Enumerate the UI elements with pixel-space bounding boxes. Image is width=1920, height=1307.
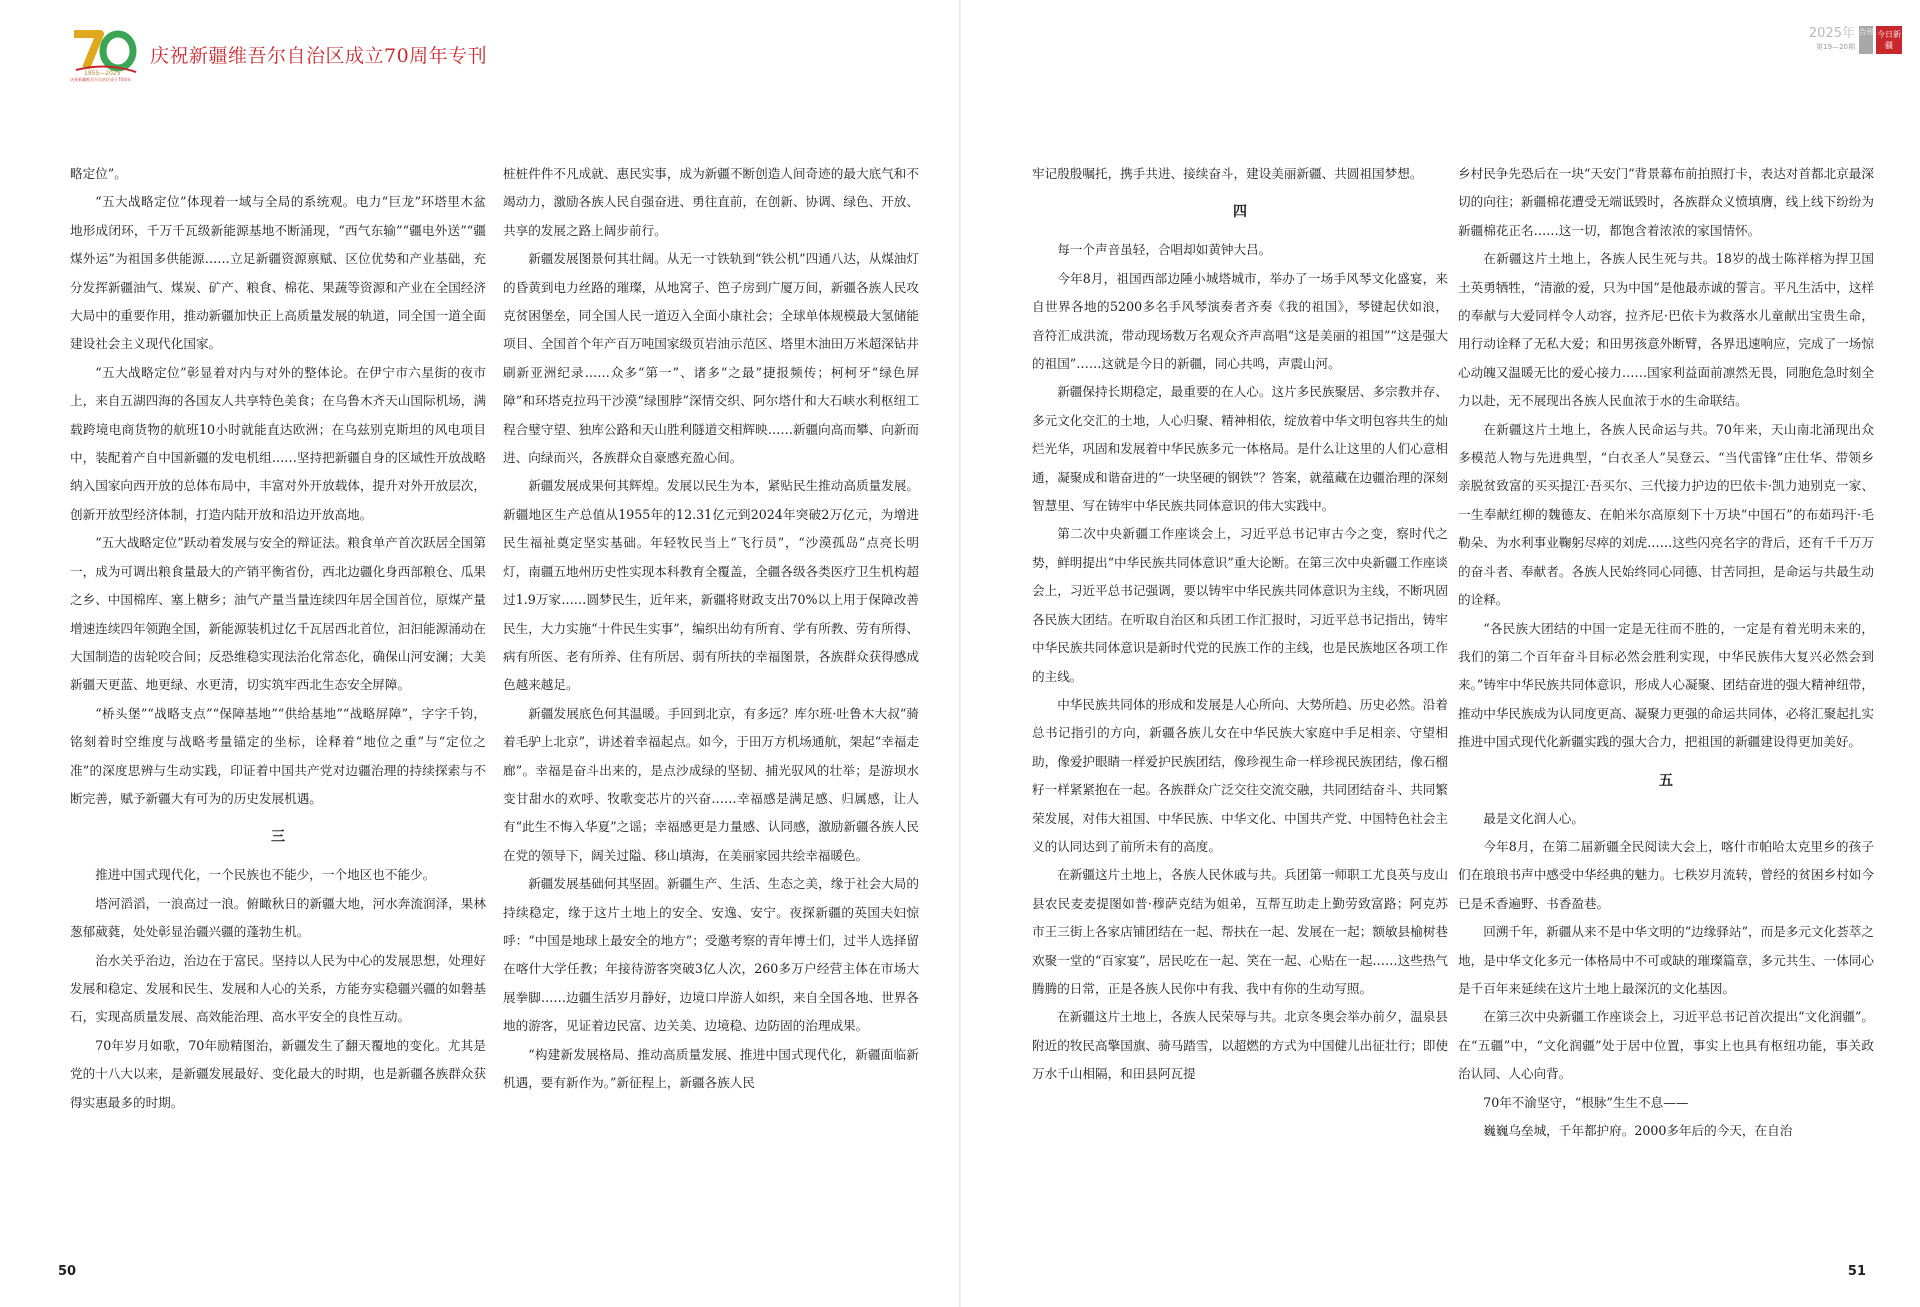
paragraph: “桥头堡”“战略支点”“保障基地”“供给基地”“战略屏障”，字字千钧，铭刻着时空维度与战略考量锚定的坐标，诠释着“地位之重”与“定位之准”的深度思辨与生动实践，印证着中国共产党对边疆治理的持续探索与不断完善，赋予新疆大有可为的历史发展机遇。 — [70, 705, 486, 806]
issue-year: 2025年 — [1808, 26, 1855, 41]
paragraph: 在新疆这片土地上，各族人民荣辱与共。北京冬奥会举办前夕，温泉县附近的牧民高擎国旗、骑马踏雪，以超燃的方式为中国健儿出征壮行；即使万水千山相隔，和田县阿瓦提 — [1032, 1009, 1448, 1082]
paragraph: “五大战略定位”体现着一域与全局的系统观。电力“巨龙”环塔里木盆地形成闭环，千万千瓦级新能源基地不断涌现，“西气东输”“疆电外送”“疆煤外运”为祖国多供能源……立足新疆资源禀赋、区位优势和产业基础，充分发挥新疆油气、煤炭、矿产、粮食、棉花、果蔬等资源和产业在全国经济大局中的重要作用，推动新疆加快正上高质量发展的轨道，同全国一道全面建设社会主义现代化国家。 — [70, 194, 486, 352]
paragraph: 牢记殷殷嘱托，携手共进、接续奋斗，建设美丽新疆、共圆祖国梦想。 — [1032, 166, 1423, 181]
logo-caption: 庆祝新疆维吾尔自治区成立70周年 — [70, 77, 132, 82]
paragraph: 推进中国式现代化，一个民族也不能少，一个地区也不能少。 — [95, 867, 436, 883]
logo-70-icon — [70, 26, 142, 76]
masthead-right — [1809, 26, 1902, 54]
paragraph: 新疆发展基础何其坚固。新疆生产、生活、生态之美，缘于社会大局的持续稳定，缘于这片土地上的安全、安逸、安宁。夜探新疆的英国夫妇惊呼：“中国是地球上最安全的地方”；受邀考察的青年博士们，过半人选择留在喀什大学任教；年接待游客突破3亿人次，260多万户经营主体在市场大展拳脚……边疆生活岁月静好，边境口岸游人如织，来自全国各地、世界各地的游客，见证着边民富、边关美、边境稳、边防固的治理成果。 — [503, 876, 919, 1034]
paragraph: 在新疆这片土地上，各族人民生死与共。18岁的战士陈祥榕为捍卫国土英勇牺牲，“清澈的爱，只为中国”是他最赤诚的誓言。平凡生活中，这样的奉献与大爱同样令人动容，拉齐尼·巴依卡为救落水儿童献出宝贵生命，用行动诠释了无私大爱；和田男孩意外断臂，各界迅速响应，完成了一场惊心动魄又温暖无比的爱心接力……国家利益面前凛然无畏，同胞危急时刻全力以赴，无不展现出各族人民血浓于水的生命联结。 — [1458, 251, 1874, 409]
page-gutter — [959, 0, 961, 1307]
paragraph: 治水关乎治边，治边在于富民。坚持以人民为中心的发展思想，处理好发展和稳定、发展和民生、发展和人心的关系，方能夯实稳疆兴疆的如磐基石，实现高质量发展、高效能治理、高水平安全的良性互动。 — [70, 952, 486, 1025]
section-heading: 四 — [1233, 204, 1247, 221]
logo-years: 1955—2025 — [84, 70, 121, 77]
paragraph: 70年岁月如歌，70年励精图治，新疆发生了翻天覆地的变化。尤其是党的十八大以来，是新疆发展最好、变化最大的时期，也是新疆各族群众获得实惠最多的时期。 — [70, 1037, 486, 1110]
text-column-2 — [503, 160, 919, 1097]
paragraph: 在第三次中央新疆工作座谈会上，习近平总书记首次提出“文化润疆”。在“五疆”中，“文化润疆”处于居中位置，事实上也具有枢纽功能，事关政治认同、人心向背。 — [1458, 1009, 1874, 1082]
issue-info — [1809, 26, 1855, 52]
paragraph: 巍巍乌垒城，千年都护府。2000多年后的今天，在自治 — [1483, 1123, 1793, 1138]
paragraph: 新疆发展底色何其温暖。手回到北京，有多远？库尔班·吐鲁木大叔“骑着毛驴上北京”，讲述着幸福起点。如今，于田万方机场通航，架起“幸福走廊”。幸福是奋斗出来的，是点沙成绿的坚韧、捕光驭风的壮举；是游坝水变甘甜水的欢呼、牧歌变芯片的兴奋……幸福感是满足感、归属感，让人有“此生不悔入华夏”之谣；幸福感更是力量感、认同感，激励新疆各族人民在党的领导下，阔关过隘、移山填海，在美丽家园共绘幸福暖色。 — [503, 705, 919, 863]
page-number-right: 51 — [1847, 1264, 1866, 1279]
magazine-brand: 今日新疆 — [1876, 26, 1902, 54]
paragraph: “构建新发展格局、推动高质量发展、推进中国式现代化，新疆面临新机遇，要有新作为。”新征程上，新疆各族人民 — [503, 1046, 919, 1090]
paragraph: 略定位”。 — [70, 166, 127, 181]
text-column-1 — [70, 160, 486, 1117]
issue-number: 第19—20期 — [1816, 43, 1855, 51]
paragraph: 在新疆这片土地上，各族人民命运与共。70年来，天山南北涌现出众多模范人物与先进典型，“白衣圣人”吴登云、“当代雷锋”庄仕华、带领乡亲脱贫致富的买买提江·吾买尔、三代接力护边的巴依卡·凯力迪别克一家、一生奉献红柳的魏德友、在帕米尔高原刻下十万块“中国石”的布茹玛汗·毛勒朵、为水利事业鞠躬尽瘁的刘虎……这些闪亮名字的背后，还有千千万万的奋斗者、奉献者。各族人民始终同心同德、甘苦同担，是命运与共最生动的诠释。 — [1458, 421, 1874, 608]
paragraph: 新疆保持长期稳定，最重要的在人心。这片多民族聚居、多宗教并存、多元文化交汇的土地，人心归聚、精神相依，绽放着中华文明包容共生的灿烂光华，巩固和发展着中华民族多元一体格局。是什么让这里的人们心意相通，凝聚成和谐奋进的“一块坚硬的钢铁”？答案，就蕴藏在边疆治理的深刻智慧里、写在铸牢中华民族共同体意识的伟大实践中。 — [1032, 384, 1448, 514]
paragraph: 最是文化润人心。 — [1483, 810, 1584, 826]
special-issue-title: 庆祝新疆维吾尔自治区成立70周年专刊 — [150, 44, 488, 67]
paragraph: 新疆发展图景何其壮阔。从无一寸铁轨到“铁公机”四通八达，从煤油灯的昏黄到电力丝路的璀璨，从地窝子、笆子房到广厦万间，新疆各族人民攻克贫困堡垒，同全国人民一道迈入全面小康社会；全球单体规模最大氢储能项目、全国首个年产百万吨国家级页岩油示范区、塔里木油田万米超深钻井刷新亚洲纪录……众多“第一”、诸多“之最”捷报频传；柯柯牙“绿色屏障”和环塔克拉玛干沙漠“绿围脖”深情交织、阿尔塔什和大石峡水利枢纽工程合璧守望、独库公路和天山胜利隧道交相辉映……新疆向高而攀、向新而进、向绿而兴，各族群众自豪感充盈心间。 — [503, 251, 919, 466]
text-column-4 — [1458, 160, 1874, 1145]
paragraph: “五大战略定位”跃动着发展与安全的辩证法。粮食单产首次跃居全国第一，成为可调出粮食量最大的产销平衡省份，西北边疆化身西部粮仓、瓜果之乡、中国棉库、塞上糖乡；油气产量当量连续四年居全国首位，原煤产量增速连续四年领跑全国，新能源装机过亿千瓦居西北首位，汩汩能源涌动在大国制造的齿轮咬合间；反恐维稳实现法治化常态化，确保山河安澜；大美新疆天更蓝、地更绿、水更清，切实筑牢西北生态安全屏障。 — [70, 535, 486, 693]
anniversary-logo — [70, 26, 142, 82]
combined-issue-tag: 合刊 — [1859, 26, 1873, 54]
paragraph: 70年不渝坚守，“根脉”生生不息—— — [1483, 1094, 1689, 1110]
paragraph: 乡村民争先恐后在一块“天安门”背景幕布前拍照打卡，表达对首都北京最深切的向往；新疆棉花遭受无端诋毁时，各族群众义愤填膺，线上线下纷纷为新疆棉花正名……这一切，都饱含着浓浓的家国情怀。 — [1458, 166, 1874, 238]
page-number-left: 50 — [58, 1264, 77, 1279]
paragraph: 今年8月，在第二届新疆全民阅读大会上，喀什市帕哈太克里乡的孩子们在琅琅书声中感受中华经典的魅力。七秩岁月流转，曾经的贫困乡村如今已是禾香遍野、书香盈巷。 — [1458, 838, 1874, 911]
paragraph: 中华民族共同体的形成和发展是人心所向、大势所趋、历史必然。沿着总书记指引的方向，新疆各族儿女在中华民族大家庭中手足相亲、守望相助，像爱护眼睛一样爱护民族团结，像珍视生命一样珍视民族团结，像石榴籽一样紧紧抱在一起。各族群众广泛交往交流交融，共同团结奋斗、共同繁荣发展，对伟大祖国、中华民族、中华文化、中国共产党、中国特色社会主义的认同达到了前所未有的高度。 — [1032, 696, 1448, 854]
paragraph: 第二次中央新疆工作座谈会上，习近平总书记审古今之变，察时代之势，鲜明提出“中华民族共同体意识”重大论断。在第三次中央新疆工作座谈会上，习近平总书记强调，要以铸牢中华民族共同体意识为主线，不断巩固各民族大团结。在听取自治区和兵团工作汇报时，习近平总书记指出，铸牢中华民族共同体意识是新时代党的民族工作的主线，也是民族地区各项工作的主线。 — [1032, 526, 1448, 684]
paragraph: 在新疆这片土地上，各族人民休戚与共。兵团第一师职工尤良英与皮山县农民麦麦提图如普·穆萨克结为姐弟，互帮互助走上勤劳致富路；阿克苏市王三街上各家店铺团结在一起、帮扶在一起、发展在一起；额敏县榆树巷欢聚一堂的“百家宴”，居民吃在一起、笑在一起、心贴在一起……这些热气腾腾的日常，正是各族人民你中有我、我中有你的生动写照。 — [1032, 867, 1448, 996]
paragraph: 塔河滔滔，一浪高过一浪。俯瞰秋日的新疆大地，河水奔流润泽，果林葱郁葳蕤，处处彰显治疆兴疆的蓬勃生机。 — [70, 895, 486, 940]
text-column-3 — [1032, 160, 1448, 1089]
paragraph: 每一个声音虽轻，合唱却如黄钟大吕。 — [1057, 242, 1272, 258]
section-heading: 五 — [1659, 772, 1673, 789]
paragraph: 今年8月，祖国西部边陲小城塔城市，举办了一场手风琴文化盛宴，来自世界各地的5200多名手风琴演奏者齐奏《我的祖国》，琴键起伏如浪，音符汇成洪流，带动现场数万名观众齐声高唱“这是美丽的祖国”“这是强大的祖国”……这就是今日的新疆，同心共鸣，声震山河。 — [1032, 270, 1448, 372]
paragraph: 桩桩件件不凡成就、惠民实事，成为新疆不断创造人间奇迹的最大底气和不竭动力，激励各族人民自强奋进、勇往直前，在创新、协调、绿色、开放、共享的发展之路上阔步前行。 — [503, 166, 919, 238]
paragraph: “五大战略定位”彰显着对内与对外的整体论。在伊宁市六星街的夜市上，来自五湖四海的各国友人共享特色美食；在乌鲁木齐天山国际机场，满载跨境电商货物的航班10小时就能直达欧洲；在乌兹别克斯坦的风电项目中，装配着产自中国新疆的发电机组……坚持把新疆自身的区域性开放战略纳入国家向西开放的总体布局中，丰富对外开放载体，提升对外开放层次，创新开放型经济体制，打造内陆开放和沿边开放高地。 — [70, 364, 486, 522]
page-header — [70, 26, 487, 82]
paragraph: 新疆发展成果何其辉煌。发展以民生为本，紧贴民生推动高质量发展。新疆地区生产总值从1955年的12.31亿元到2024年突破2万亿元，为增进民生福祉奠定坚实基础。年轻牧民当上“飞行员”，“沙漠孤岛”点亮长明灯，南疆五地州历史性实现本科教育全覆盖，全疆各级各类医疗卫生机构超过1.9万家……圆梦民生，近年来，新疆将财政支出70%以上用于保障改善民生，大力实施“十件民生实事”，编织出幼有所育、学有所教、劳有所得、病有所医、老有所养、住有所居、弱有所扶的幸福图景，各族群众获得感成色越来越足。 — [503, 478, 919, 693]
paragraph: 回溯千年，新疆从来不是中华文明的“边缘驿站”，而是多元文化荟萃之地，是中华文化多元一体格局中不可或缺的璀璨篇章，多元共生、一体同心是千百年来延续在这片土地上最深沉的文化基因。 — [1458, 924, 1874, 996]
paragraph: “各民族大团结的中国一定是无往而不胜的，一定是有着光明未来的，我们的第二个百年奋斗目标必然会胜利实现，中华民族伟大复兴必然会到来。”铸牢中华民族共同体意识，形成人心凝聚、团结奋进的强大精神纽带，推动中华民族成为认同度更高、凝聚力更强的命运共同体，必将汇聚起扎实推进中国式现代化新疆实践的强大合力，把祖国的新疆建设得更加美好。 — [1458, 620, 1874, 750]
section-heading: 三 — [271, 829, 285, 846]
